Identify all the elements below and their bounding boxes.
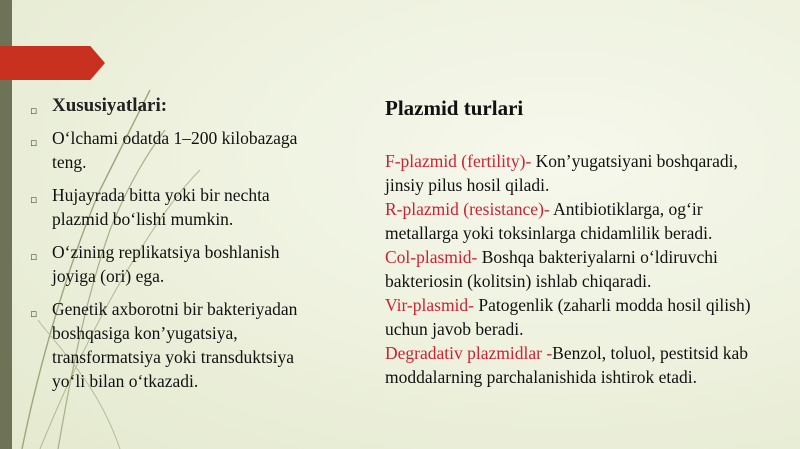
plasmid-name: Vir-plasmid- (385, 295, 474, 315)
plasmid-desc: Boshqa bakteriyalarni o‘ldiruvchi (477, 247, 718, 267)
plasmid-desc: Benzol, toluol, pestitsid kab (552, 343, 749, 363)
square-bullet-icon: ▫ (30, 250, 38, 263)
list-item (28, 126, 358, 174)
list-item-line: transformatsiya yoki transduktsiya (52, 347, 295, 367)
plasmid-desc: Patogenlik (zaharli modda hosil qilish) (474, 295, 751, 315)
list-item-line: yo‘li bilan o‘tkazadi. (52, 371, 199, 391)
plasmid-types-section (385, 96, 800, 389)
list-item-line: joyiga (ori) ega. (52, 266, 165, 286)
plasmid-item-r (385, 197, 800, 245)
plasmid-name: R-plazmid (resistance)- (385, 199, 550, 219)
list-item (28, 183, 358, 231)
plasmid-item-f (385, 149, 800, 197)
plasmid-name: F-plazmid (fertility)- (385, 151, 532, 171)
list-item-line: O‘zining replikatsiya boshlanish (52, 242, 280, 262)
list-item (28, 297, 358, 393)
square-bullet-icon: ▫ (30, 193, 38, 206)
plasmid-desc: uchun javob beradi. (385, 319, 524, 339)
plasmid-name: Col-plasmid- (385, 247, 478, 267)
square-bullet-icon: ▫ (30, 307, 38, 320)
plasmid-item-col (385, 245, 800, 293)
list-item-line: teng. (52, 152, 87, 172)
list-item-line: O‘lchami odatda 1–200 kilobazaga (52, 128, 298, 148)
properties-heading (28, 94, 358, 118)
list-item (28, 240, 358, 288)
plasmid-desc: bakteriosin (kolitsin) ishlab chiqaradi. (385, 271, 652, 291)
list-item-line: Genetik axborotni bir bakteriyadan (52, 299, 298, 319)
list-item-line: boshqasiga kon’yugatsiya, (52, 323, 238, 343)
plasmid-desc: metallarga yoki toksinlarga chidamlilik beradi. (385, 223, 713, 243)
plasmid-desc: Kon’yugatsiyani boshqaradi, (531, 151, 738, 171)
square-bullet-icon: ▫ (30, 136, 38, 149)
square-bullet-icon: ▫ (30, 104, 38, 117)
properties-heading-text: Xususiyatlari: (52, 95, 168, 116)
accent-arrow-shape (0, 46, 105, 80)
plasmid-desc: moddalarning parchalanishida ishtirok etadi. (385, 367, 697, 387)
plasmid-desc: jinsiy pilus hosil qiladi. (385, 175, 550, 195)
plasmid-desc: Antibiotiklarga, og‘ir (549, 199, 703, 219)
plasmid-types-title: Plazmid turlari (385, 96, 524, 120)
list-item-line: Hujayrada bitta yoki bir nechta (52, 185, 270, 205)
plasmid-item-degradative (385, 341, 800, 389)
plasmid-item-vir (385, 293, 800, 341)
properties-list (28, 94, 358, 402)
list-item-line: plazmid bo‘lishi mumkin. (52, 209, 234, 229)
plasmid-name: Degradativ plazmidlar - (385, 343, 553, 363)
